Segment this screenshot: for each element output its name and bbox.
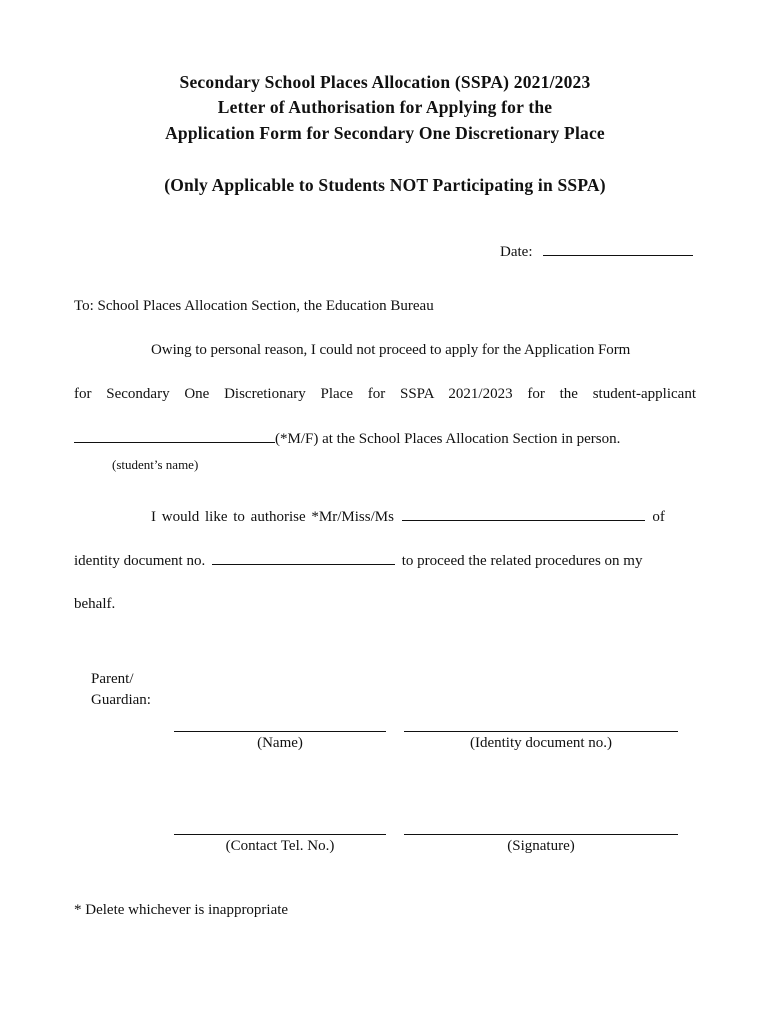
signature-caption: (Signature) xyxy=(507,838,575,854)
paragraph2-line1 xyxy=(151,508,665,526)
parent-id-caption: (Identity document no.) xyxy=(469,735,613,751)
date-row xyxy=(500,243,693,261)
parent-id-field[interactable] xyxy=(404,731,678,732)
paragraph1-line2-text: for Secondary One Discretionary Place for SSPA 2021/2023 for the student-applicant xyxy=(74,386,696,402)
document-subtitle: (Only Applicable to Students NOT Participating in SSPA) xyxy=(164,175,606,195)
paragraph2-line2-suffix: to proceed the related procedures on my xyxy=(401,553,643,569)
paragraph1-line3 xyxy=(74,430,620,448)
addressee: To: School Places Allocation Section, the Education Bureau xyxy=(74,298,434,314)
contact-tel-caption: (Contact Tel. No.) xyxy=(225,838,335,854)
parent-name-field[interactable] xyxy=(174,731,386,732)
document-title-line-2: Letter of Authorisation for Applying for the xyxy=(217,97,553,117)
document-title-line-1: Secondary School Places Allocation (SSPA) 2021/2023 xyxy=(179,72,591,92)
document-title-line-3: Application Form for Secondary One Discretionary Place xyxy=(165,123,605,143)
parent-guardian-label-line1: Parent/ xyxy=(91,671,134,687)
student-name-field[interactable] xyxy=(74,430,275,443)
paragraph2-line1-prefix: I would like to authorise *Mr/Miss/Ms xyxy=(151,509,394,525)
paragraph2-line3: behalf. xyxy=(74,596,116,612)
paragraph2-line2-prefix: identity document no. xyxy=(74,553,206,569)
parent-name-caption: (Name) xyxy=(257,735,303,751)
authorised-person-name-field[interactable] xyxy=(402,508,645,521)
paragraph2-line2 xyxy=(74,552,642,570)
paragraph2-line1-suffix: of xyxy=(652,509,665,525)
paragraph1-line3-suffix: (*M/F) at the School Places Allocation Section in person. xyxy=(275,431,621,447)
footnote: * Delete whichever is inappropriate xyxy=(74,902,289,918)
signature-field[interactable] xyxy=(404,834,678,835)
date-label: Date: xyxy=(500,244,533,260)
student-name-caption: (student’s name) xyxy=(112,457,199,472)
parent-guardian-label-line2: Guardian: xyxy=(91,692,151,708)
date-field[interactable] xyxy=(543,243,693,256)
paragraph1-line1: Owing to personal reason, I could not proceed to apply for the Application Form xyxy=(151,342,631,358)
contact-tel-field[interactable] xyxy=(174,834,386,835)
authorised-person-id-field[interactable] xyxy=(212,552,395,565)
paragraph1-line2 xyxy=(74,386,696,403)
